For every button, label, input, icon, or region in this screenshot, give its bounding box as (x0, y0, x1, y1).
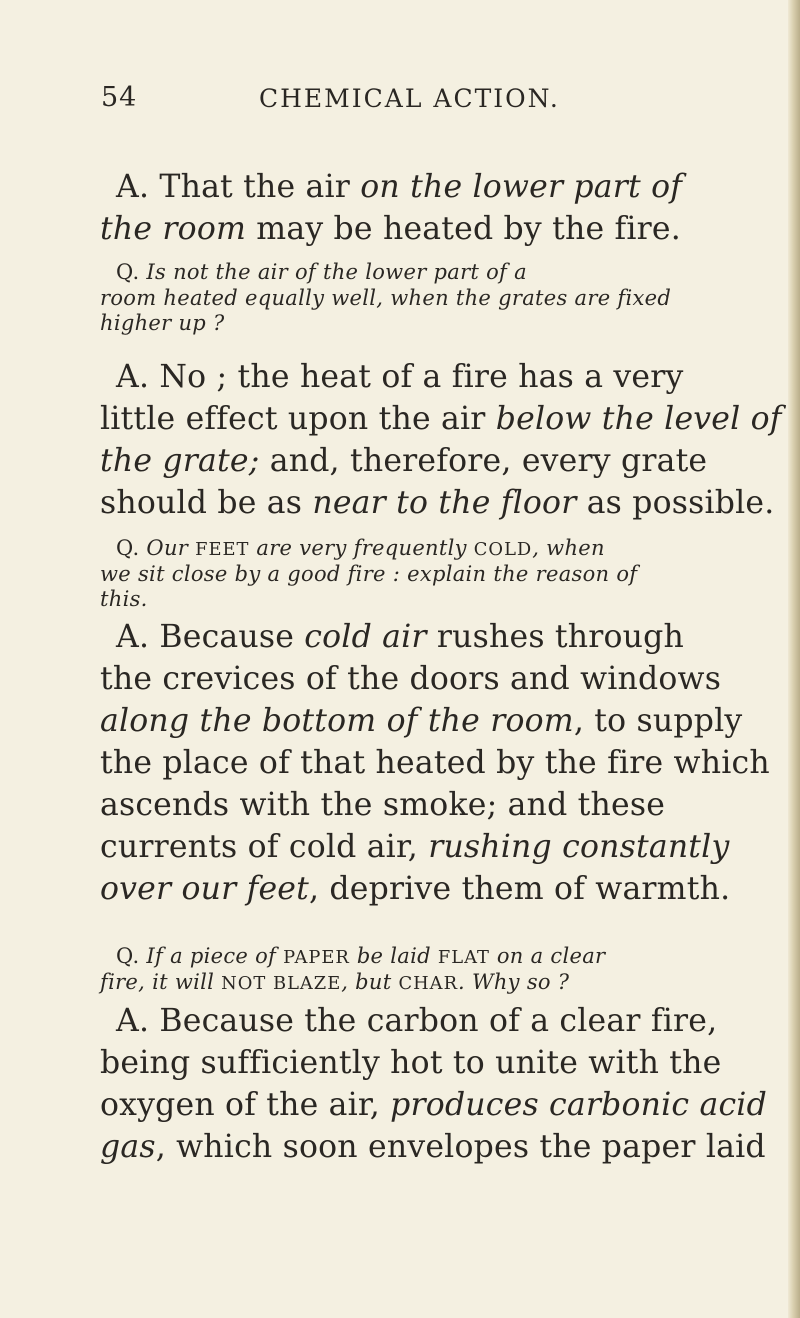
text-line: little effect upon the air below the level of (100, 401, 782, 437)
text-line: we sit close by a good fire : explain the reason of (100, 561, 638, 586)
running-head: CHEMICAL ACTION. (259, 84, 560, 113)
answer-paragraph (100, 616, 790, 910)
question-paragraph (100, 260, 790, 337)
question-paragraph (100, 536, 790, 613)
text-line: currents of cold air, rushing constantly (100, 829, 730, 865)
text-line: Q. If a piece of PAPER be laid FLAT on a clear (116, 944, 606, 968)
text-line: room heated equally well, when the grates are fixed (100, 285, 672, 310)
page-number: 54 (101, 82, 138, 113)
text-line: higher up ? (100, 311, 225, 335)
text-line: the grate; and, therefore, every grate (100, 443, 708, 479)
text-line: A. No ; the heat of a fire has a very (116, 359, 684, 395)
question-paragraph (100, 944, 790, 995)
answer-paragraph (100, 166, 790, 250)
text-line: the room may be heated by the fire. (100, 211, 681, 247)
text-line: Q. Is not the air of the lower part of a (116, 260, 527, 284)
text-line: A. Because cold air rushes through (116, 619, 685, 655)
text-line: should be as near to the floor as possible. (100, 485, 775, 521)
text-line: over our feet, deprive them of warmth. (100, 871, 731, 907)
text-line: the crevices of the doors and windows (100, 661, 722, 697)
text-line: this. (100, 587, 148, 611)
text-line: ascends with the smoke; and these (100, 787, 666, 823)
text-line: oxygen of the air, produces carbonic acid (100, 1087, 767, 1123)
text-line: gas, which soon envelopes the paper laid (100, 1129, 766, 1165)
text-line: Q. Our FEET are very frequently COLD, when (116, 536, 605, 560)
text-line: A. That the air on the lower part of (116, 169, 683, 205)
text-line: fire, it will NOT BLAZE, but CHAR. Why so ? (100, 969, 570, 994)
answer-paragraph (100, 356, 790, 524)
text-line: along the bottom of the room, to supply (100, 703, 743, 739)
page-header (101, 82, 791, 122)
answer-paragraph (100, 1000, 790, 1168)
text-line: being sufficiently hot to unite with the (100, 1045, 722, 1081)
text-line: A. Because the carbon of a clear fire, (116, 1003, 718, 1039)
text-line: the place of that heated by the fire which (100, 745, 770, 781)
